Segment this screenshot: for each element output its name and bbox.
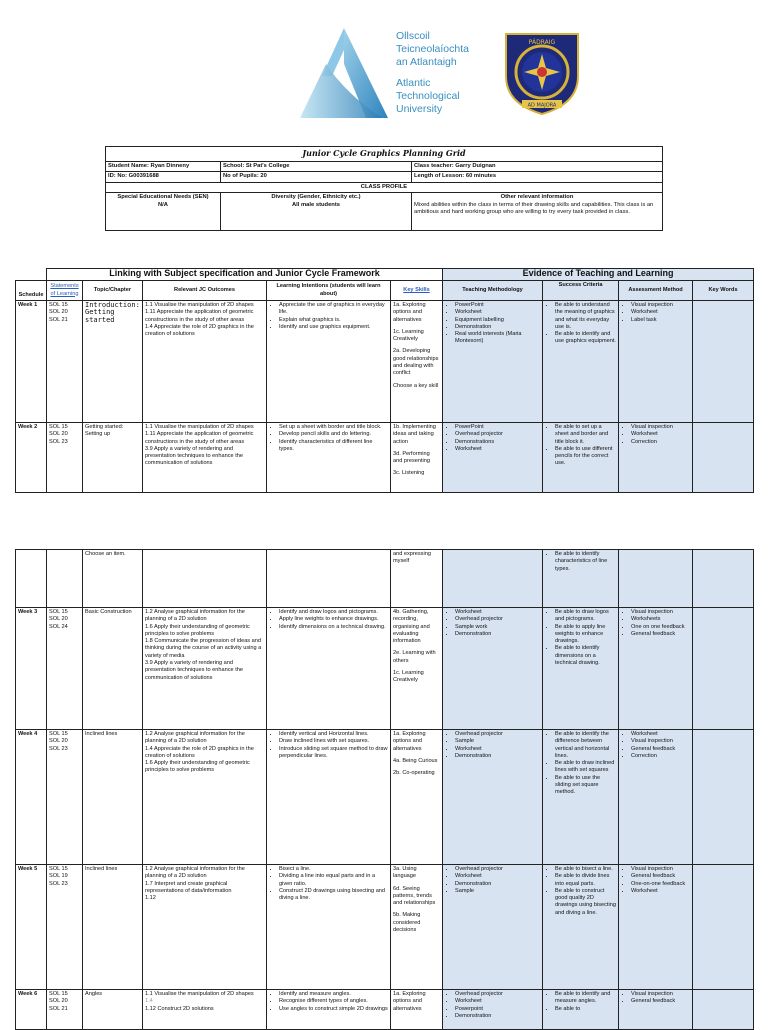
methodology-header: Teaching Methodology xyxy=(443,281,543,301)
topic-line: Getting started xyxy=(85,308,115,324)
table-row xyxy=(16,423,754,493)
criteria-item: • Be able to xyxy=(555,1006,616,1013)
outcome-item: 1.1 Visualise the manipulation of 2D shapes xyxy=(145,302,254,308)
assessment-item: • Visual inspection xyxy=(631,302,690,309)
criteria-item: • Be able to construct good quality 2D drawings using bisecting and diving a line. xyxy=(555,888,616,917)
criteria-cell xyxy=(543,301,619,423)
method-item: • Worksheet xyxy=(455,446,540,453)
skills-cell[interactable] xyxy=(391,301,443,423)
outcome-item: 1.2 Analyse graphical information for the planning of a 2D solution xyxy=(145,609,245,623)
criteria-item: • Be able to divide lines into equal parts. xyxy=(555,873,616,888)
skill-item: 3c. Listening xyxy=(393,470,425,477)
other-label: Other relevant information xyxy=(500,194,574,200)
keywords-cell xyxy=(693,730,754,865)
outcome-item: 3.9 Apply a variety of rendering and presentation techniques to enhance the communication of solutions xyxy=(145,445,243,467)
table-row xyxy=(16,865,754,990)
method-item: • PowerPoint xyxy=(455,424,540,431)
skill-item: 1c. Learning Creatively xyxy=(393,328,424,343)
logo-line: Atlantic xyxy=(396,77,431,89)
skill-item: 1a. Exploring options and alternatives xyxy=(393,731,426,752)
assessment-cell xyxy=(619,608,693,730)
skills-cell[interactable] xyxy=(391,865,443,990)
method-item: • Demonstration xyxy=(455,1013,540,1020)
sol-cell: SOL 15 SOL 20 SOL 23 xyxy=(47,423,83,493)
sol-cell: SOL 15 SOL 20 SOL 23 xyxy=(47,730,83,865)
outcome-item: 1.11 Appreciate the application of geometric constructions in the study of other areas xyxy=(145,309,254,323)
skill-item: 6d. Seeing patterns, trends and relationships xyxy=(393,885,436,907)
week-label: Week 2 xyxy=(16,423,47,493)
logo-line: University xyxy=(396,103,443,115)
method-item: • Worksheet xyxy=(455,309,540,316)
method-item: • Sample work xyxy=(455,624,540,631)
intention-item: • Identify characteristics of different line types. xyxy=(279,439,388,454)
intention-item: • Identify dimensions on a technical drawing. xyxy=(279,624,388,631)
criteria-item: • Be able to identify characteristics of line types. xyxy=(555,551,616,573)
outcome-item: 1.1 Visualise the manipulation of 2D shapes xyxy=(145,424,254,430)
school-crest-icon xyxy=(502,30,582,116)
skill-item: 3a. Using language xyxy=(393,866,417,880)
sol-item: SOL 21 xyxy=(49,316,68,323)
criteria-item: • Be able to understand the meaning of graphics and what its everyday use is. xyxy=(555,302,616,331)
method-item: • Worksheet xyxy=(455,746,540,753)
intention-item: • Appreciate the use of graphics in everyday life. xyxy=(279,302,388,317)
outcome-item: 1.7 Interpret and create graphical representations of data/information xyxy=(145,880,232,894)
topic-cell[interactable]: Angles xyxy=(83,990,143,1030)
method-item: • PowerPoint xyxy=(455,302,540,309)
crest-top-text: PÁDRAIG xyxy=(528,39,556,46)
method-item: • Overhead projector xyxy=(455,866,540,873)
diversity-value: All male students xyxy=(292,201,340,208)
lesson-length: Length of Lesson: 60 minutes xyxy=(412,172,663,183)
method-item: • Equipment labelling xyxy=(455,317,540,324)
skills-cell[interactable] xyxy=(391,608,443,730)
intentions-cell xyxy=(267,730,391,865)
outcome-item: 1.2 Analyse graphical information for the planning of a 2D solution xyxy=(145,866,245,880)
outcome-item: 1.12 Construct 2D solutions xyxy=(145,1005,214,1012)
assessment-item: • General feedback xyxy=(631,998,690,1005)
outcomes-cell xyxy=(143,608,267,730)
criteria-item: • Be able to identify the difference between vertical and horizontal lines. xyxy=(555,731,616,760)
method-item: • Overhead projector xyxy=(455,431,540,438)
outcome-item: 1.6 Apply their understanding of geometric principles to solve problems xyxy=(145,623,250,637)
topic-dropdown[interactable]: Choose an item. xyxy=(83,550,143,608)
keywords-cell xyxy=(693,865,754,990)
table-row xyxy=(16,608,754,730)
table-row xyxy=(16,550,754,608)
criteria-item: • Be able to use the sliding set square method. xyxy=(555,775,616,797)
intentions-cell xyxy=(267,865,391,990)
topic-cell[interactable]: Inclined lines xyxy=(83,865,143,990)
logo-line: Ollscoil xyxy=(396,30,430,42)
class-profile-heading: CLASS PROFILE xyxy=(106,182,663,193)
assessment-item: • One on one feedback xyxy=(631,624,690,631)
criteria-item: • Be able to identify and use graphics equipment. xyxy=(555,331,616,346)
school-name: School: St Pat's College xyxy=(221,161,412,172)
intention-item: • Draw inclined lines with set squares. xyxy=(279,738,388,745)
table-row xyxy=(16,301,754,423)
sol-item: SOL 15 xyxy=(49,302,68,308)
assessment-header: Assessment Method xyxy=(619,281,693,301)
intentions-cell xyxy=(267,608,391,730)
sen-label: Special Educational Needs (SEN) xyxy=(117,194,209,200)
topic-line: Introduction: xyxy=(85,301,140,309)
schedule-header: Schedule xyxy=(16,281,47,301)
criteria-cell xyxy=(543,865,619,990)
assessment-item: • Visual inspection xyxy=(631,424,690,431)
intention-item: • Identify and measure angles. xyxy=(279,991,388,998)
logo-line: Technological xyxy=(396,90,460,102)
assessment-item: • Visual inspection xyxy=(631,866,690,873)
pupil-count: No of Pupils: 20 xyxy=(221,172,412,183)
skill-item: 1a. Exploring options and alternatives xyxy=(393,302,426,323)
method-item: • Demonstration xyxy=(455,881,540,888)
skill-item: Choose a key skill xyxy=(393,382,439,389)
outcomes-cell xyxy=(143,865,267,990)
methodology-cell xyxy=(443,730,543,865)
skill-item: 2e. Learning with others xyxy=(393,650,436,664)
method-item: • Demonstrations xyxy=(455,439,540,446)
diversity-cell xyxy=(221,193,412,231)
methodology-cell xyxy=(443,608,543,730)
skills-cell[interactable]: and expressing myself xyxy=(391,550,443,608)
topic-header: Topic/Chapter xyxy=(83,281,143,301)
assessment-item: • One-on-one feedback xyxy=(631,881,690,888)
method-item: • Real world interests (Maria Montesorri) xyxy=(455,331,540,346)
intention-item: • Develop pencil skills and do lettering. xyxy=(279,431,388,438)
assessment-item: • Correction xyxy=(631,439,690,446)
student-name: Student Name: Ryan Dinneny xyxy=(106,161,221,172)
logo-line: Teicneolaíochta xyxy=(396,43,469,55)
skills-cell[interactable] xyxy=(391,423,443,493)
student-id: ID: No: G00391688 xyxy=(106,172,221,183)
method-item: • Demonstration xyxy=(455,631,540,638)
planning-grid xyxy=(105,146,663,231)
skill-item: 4a. Being Curious xyxy=(393,757,438,764)
criteria-item: • Be able to bisect a line. xyxy=(555,866,616,873)
week-label: Week 1 xyxy=(16,301,47,423)
intentions-header: Learning Intentions (students will learn about) xyxy=(267,281,391,301)
method-item: • Worksheet xyxy=(455,873,540,880)
keywords-cell xyxy=(693,608,754,730)
sol-item: SOL 20 xyxy=(49,309,68,316)
table-row xyxy=(16,730,754,865)
other-info-cell xyxy=(412,193,663,231)
method-item: • Worksheet xyxy=(455,609,540,616)
skills-cell[interactable] xyxy=(391,730,443,865)
crest-motto: AD MAJORA xyxy=(527,102,557,109)
outcome-item: 1.4 Appreciate the role of 2D graphics in the creation of solutions xyxy=(145,323,254,338)
assessment-item: • General feedback xyxy=(631,631,690,638)
evidence-heading: Evidence of Teaching and Learning xyxy=(443,269,754,281)
linking-heading: Linking with Subject specification and Junior Cycle Framework xyxy=(47,269,443,281)
method-item: • Sample xyxy=(455,888,540,895)
intention-item: • Introduce sliding set square method to draw perpendicular lines. xyxy=(279,746,388,761)
criteria-item: • Be able to draw inclined lines with set squares xyxy=(555,760,616,775)
week-label: Week 3 xyxy=(16,608,47,730)
intention-item: • Identify and draw logos and pictograms. xyxy=(279,609,388,616)
outcomes-header: Relevant JC Outcomes xyxy=(143,281,267,301)
outcome-item: 1.1 Visualise the manipulation of 2D shapes xyxy=(145,991,254,997)
sen-cell xyxy=(106,193,221,231)
outcome-item: 1.12 xyxy=(145,895,156,902)
topic-cell[interactable]: Inclined lines xyxy=(83,730,143,865)
intention-item: • Identify vertical and Horizontal lines. xyxy=(279,731,388,738)
outcome-item: 3.9 Apply a variety of rendering and presentation techniques to enhance the communication of solutions xyxy=(145,660,243,681)
outcomes-cell xyxy=(143,730,267,865)
criteria-cell xyxy=(543,730,619,865)
atu-logo-text xyxy=(396,30,469,116)
skill-item: 1a. Exploring options and alternatives xyxy=(393,991,426,1012)
criteria-item: • Be able to identify and measure angles. xyxy=(555,991,616,1006)
skill-item: 2b. Co-operating xyxy=(393,770,435,777)
intention-item: • Construct 2D drawings using bisecting and diving a line. xyxy=(279,888,388,903)
outcomes-cell xyxy=(143,301,267,423)
sol-cell xyxy=(47,301,83,423)
skill-item: 1c. Learning Creatively xyxy=(393,670,424,684)
assessment-item: • Worksheet xyxy=(631,888,690,895)
criteria-item: • Be able to identify dimensions on a technical drawing. xyxy=(555,645,616,667)
lesson-table-2 xyxy=(15,549,754,1030)
assessment-item: • General feedback xyxy=(631,873,690,880)
skill-item: 2a. Developing good relationships and dealing with conflict xyxy=(393,348,439,377)
assessment-item: • Label task xyxy=(631,317,690,324)
outcome-item: 1.4 xyxy=(145,998,153,1005)
assessment-item: • Visual inspection xyxy=(631,609,690,616)
skill-item: 1b. Implementing ideas and taking action xyxy=(393,424,436,445)
week-label: Week 4 xyxy=(16,730,47,865)
keywords-cell xyxy=(693,301,754,423)
outcome-item: 1.2 Analyse graphical information for the planning of a 2D solution xyxy=(145,731,245,745)
method-item: • Overhead projector xyxy=(455,616,540,623)
keywords-cell xyxy=(693,423,754,493)
statements-header[interactable]: Statements of Learning xyxy=(47,281,83,301)
assessment-item: • Visual inspection xyxy=(631,991,690,998)
assessment-item: • Worksheet xyxy=(631,431,690,438)
criteria-item: • Be able to apply line weights to enhance drawings. xyxy=(555,624,616,646)
skill-item: 3d. Performing and presenting xyxy=(393,450,431,465)
assessment-item: • Worksheet xyxy=(631,731,690,738)
intentions-cell xyxy=(267,423,391,493)
assessment-cell xyxy=(619,423,693,493)
method-item: • Demonstration xyxy=(455,324,540,331)
diversity-label: Diversity (Gender, Ethnicity etc.) xyxy=(271,194,361,200)
methodology-cell xyxy=(443,301,543,423)
intentions-cell xyxy=(267,301,391,423)
intention-item: • Dividing a line into equal parts and in a given ratio. xyxy=(279,873,388,888)
criteria-header: Success Criteria xyxy=(543,281,619,301)
intention-item: • Use angles to construct simple 2D drawings xyxy=(279,1006,388,1013)
assessment-item: • Worksheets xyxy=(631,616,690,623)
sol-cell: SOL 15 SOL 20 SOL 24 xyxy=(47,608,83,730)
assessment-item: • Visual inspection xyxy=(631,738,690,745)
method-item: • Overhead projector xyxy=(455,731,540,738)
class-teacher: Class teacher: Garry Duignan xyxy=(412,161,663,172)
keywords-header: Key Words xyxy=(693,281,754,301)
assessment-cell xyxy=(619,730,693,865)
assessment-item: • General feedback xyxy=(631,746,690,753)
method-item: • Overhead projector xyxy=(455,991,540,998)
week-label: Week 6 xyxy=(16,990,47,1030)
intention-item: • Explain what graphics is. xyxy=(279,317,388,324)
assessment-cell xyxy=(619,865,693,990)
intention-item: • Identify and use graphics equipment. xyxy=(279,324,388,331)
intention-item: • Recognise different types of angles. xyxy=(279,998,388,1005)
assessment-item: • Correction xyxy=(631,753,690,760)
outcome-item: 1.8 Communicate the progression of ideas and thinking during the course of an activity using a variety of media xyxy=(145,638,262,659)
methodology-cell xyxy=(443,865,543,990)
outcome-item: 1.11 Appreciate the application of geometric constructions in the study of other areas xyxy=(145,431,254,445)
assessment-cell xyxy=(619,301,693,423)
assessment-item: • Worksheet xyxy=(631,309,690,316)
grid-title: Junior Cycle Graphics Planning Grid xyxy=(106,147,663,162)
criteria-item: • Be able to set up a sheet and border and title block it. xyxy=(555,424,616,446)
criteria-cell xyxy=(543,608,619,730)
criteria-cell xyxy=(543,423,619,493)
sol-cell: SOL 15 SOL 19 SOL 23 xyxy=(47,865,83,990)
sol-cell: SOL 15 SOL 20 SOL 21 xyxy=(47,990,83,1030)
atu-logo-mark xyxy=(296,24,392,122)
topic-cell[interactable]: Basic Construction xyxy=(83,608,143,730)
key-skills-header[interactable]: Key Skills xyxy=(391,281,443,301)
topic-cell[interactable] xyxy=(83,301,143,423)
method-item: • Worksheet xyxy=(455,998,540,1005)
intention-item: • Bisect a line. xyxy=(279,866,388,873)
methodology-cell xyxy=(443,423,543,493)
method-item: • Demonstration xyxy=(455,753,540,760)
lesson-table-1 xyxy=(15,268,754,493)
method-item: • Powerpoint xyxy=(455,1006,540,1013)
intention-item: • Apply line weights to enhance drawings. xyxy=(279,616,388,623)
outcomes-cell xyxy=(143,423,267,493)
skill-item: 5b. Making considered decisions xyxy=(393,912,421,934)
outcome-item: 1.4 Appreciate the role of 2D graphics in the creation of solutions xyxy=(145,745,254,759)
skill-item: 4b. Gathering, recording, organising and evaluating information xyxy=(393,609,430,645)
criteria-item: • Be able to use different pencils for the correct use. xyxy=(555,446,616,468)
outcome-item: 1.6 Apply their understanding of geometric principles to solve problems xyxy=(145,760,250,774)
sen-value: N/A xyxy=(158,201,168,208)
logo-line: an Atlantaigh xyxy=(396,56,457,68)
other-value: Mixed abilities within the class in terms of their drawing skills and capabilities. This class is an ambitious and hard working group who are willing to try every task provided in class. xyxy=(414,201,654,215)
intention-item: • Set up a sheet with border and title block. xyxy=(279,424,388,431)
criteria-item: • Be able to draw logos and pictograms. xyxy=(555,609,616,624)
week-label: Week 5 xyxy=(16,865,47,990)
topic-cell[interactable]: Getting started: Setting up xyxy=(83,423,143,493)
method-item: • Sample xyxy=(455,738,540,745)
criteria-cell xyxy=(543,550,619,608)
